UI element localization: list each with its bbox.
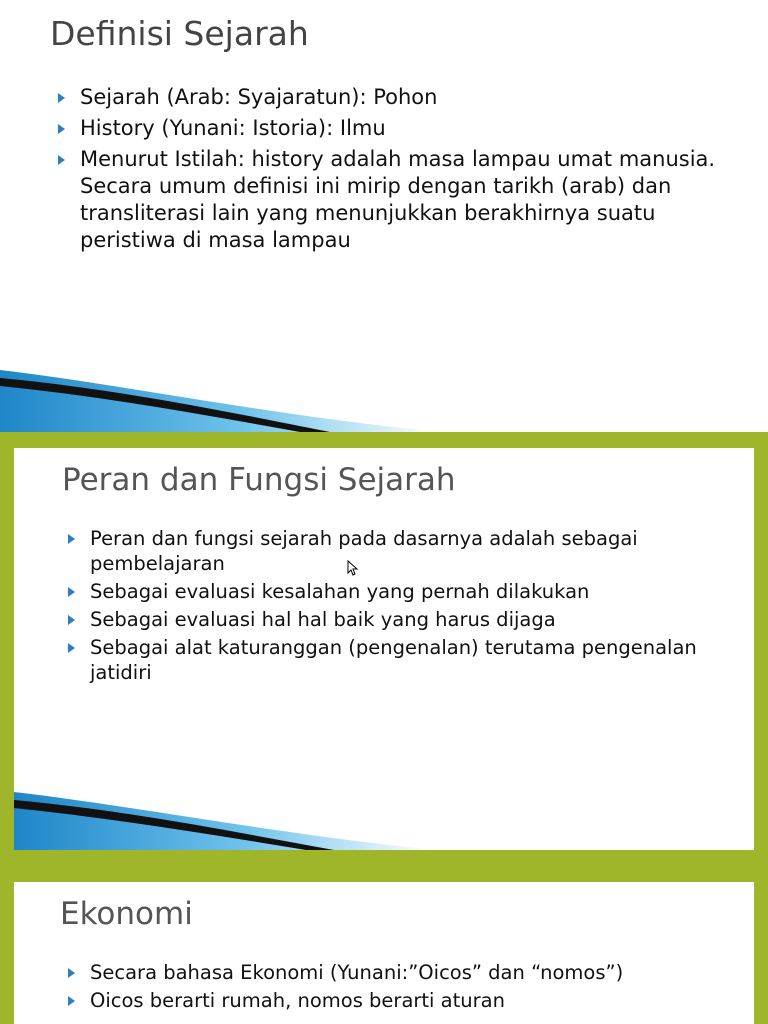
bullet-text: Oicos berarti rumah, nomos berarti aturan: [90, 989, 505, 1012]
list-item: [54, 84, 744, 111]
bullet-arrow-icon: [68, 587, 75, 597]
list-item: [54, 115, 744, 142]
list-item: [64, 526, 724, 576]
bullet-arrow-icon: [58, 124, 65, 134]
decorative-swoosh: [0, 366, 440, 432]
list-item: [64, 635, 724, 685]
list-item: [64, 960, 734, 985]
bullet-arrow-icon: [68, 996, 75, 1006]
slide-title: Definisi Sejarah: [50, 14, 309, 53]
bullet-text: History (Yunani: Istoria): Ilmu: [80, 116, 386, 140]
list-item: [54, 146, 744, 254]
slide-definisi-sejarah: [0, 0, 768, 432]
slide-ekonomi: [14, 882, 754, 1024]
bullet-text: Peran dan fungsi sejarah pada dasarnya adalah sebagai pembelajaran: [90, 527, 638, 575]
bullet-text: Menurut Istilah: history adalah masa lampau umat manusia. Secara umum definisi ini mirip dengan tarikh (arab) dan transliterasi lain yang menunjukkan berakhirnya suatu peristiwa di masa lampau: [80, 147, 716, 252]
bullet-list: [64, 526, 724, 688]
bullet-arrow-icon: [58, 155, 65, 165]
bullet-arrow-icon: [68, 968, 75, 978]
bullet-arrow-icon: [68, 643, 75, 653]
list-item: [64, 579, 724, 604]
mouse-cursor-icon: [347, 560, 359, 576]
bullet-text: Sebagai alat katuranggan (pengenalan) terutama pengenalan jatidiri: [90, 636, 697, 684]
slide-peran-fungsi-sejarah: [14, 448, 754, 850]
bullet-text: Sebagai evaluasi hal hal baik yang harus dijaga: [90, 608, 556, 631]
bullet-text: Sejarah (Arab: Syajaratun): Pohon: [80, 85, 438, 109]
bullet-arrow-icon: [68, 615, 75, 625]
slide-title: Peran dan Fungsi Sejarah: [62, 462, 456, 498]
list-item: [64, 607, 724, 632]
bullet-text: Secara bahasa Ekonomi (Yunani:”Oicos” dan “nomos”): [90, 961, 624, 984]
slide-title: Ekonomi: [60, 896, 193, 932]
bullet-list: [64, 960, 734, 1016]
list-item: [64, 988, 734, 1013]
bullet-arrow-icon: [58, 93, 65, 103]
bullet-arrow-icon: [68, 534, 75, 544]
decorative-swoosh: [14, 788, 434, 850]
bullet-text: Sebagai evaluasi kesalahan yang pernah dilakukan: [90, 580, 590, 603]
bullet-list: [54, 84, 744, 258]
